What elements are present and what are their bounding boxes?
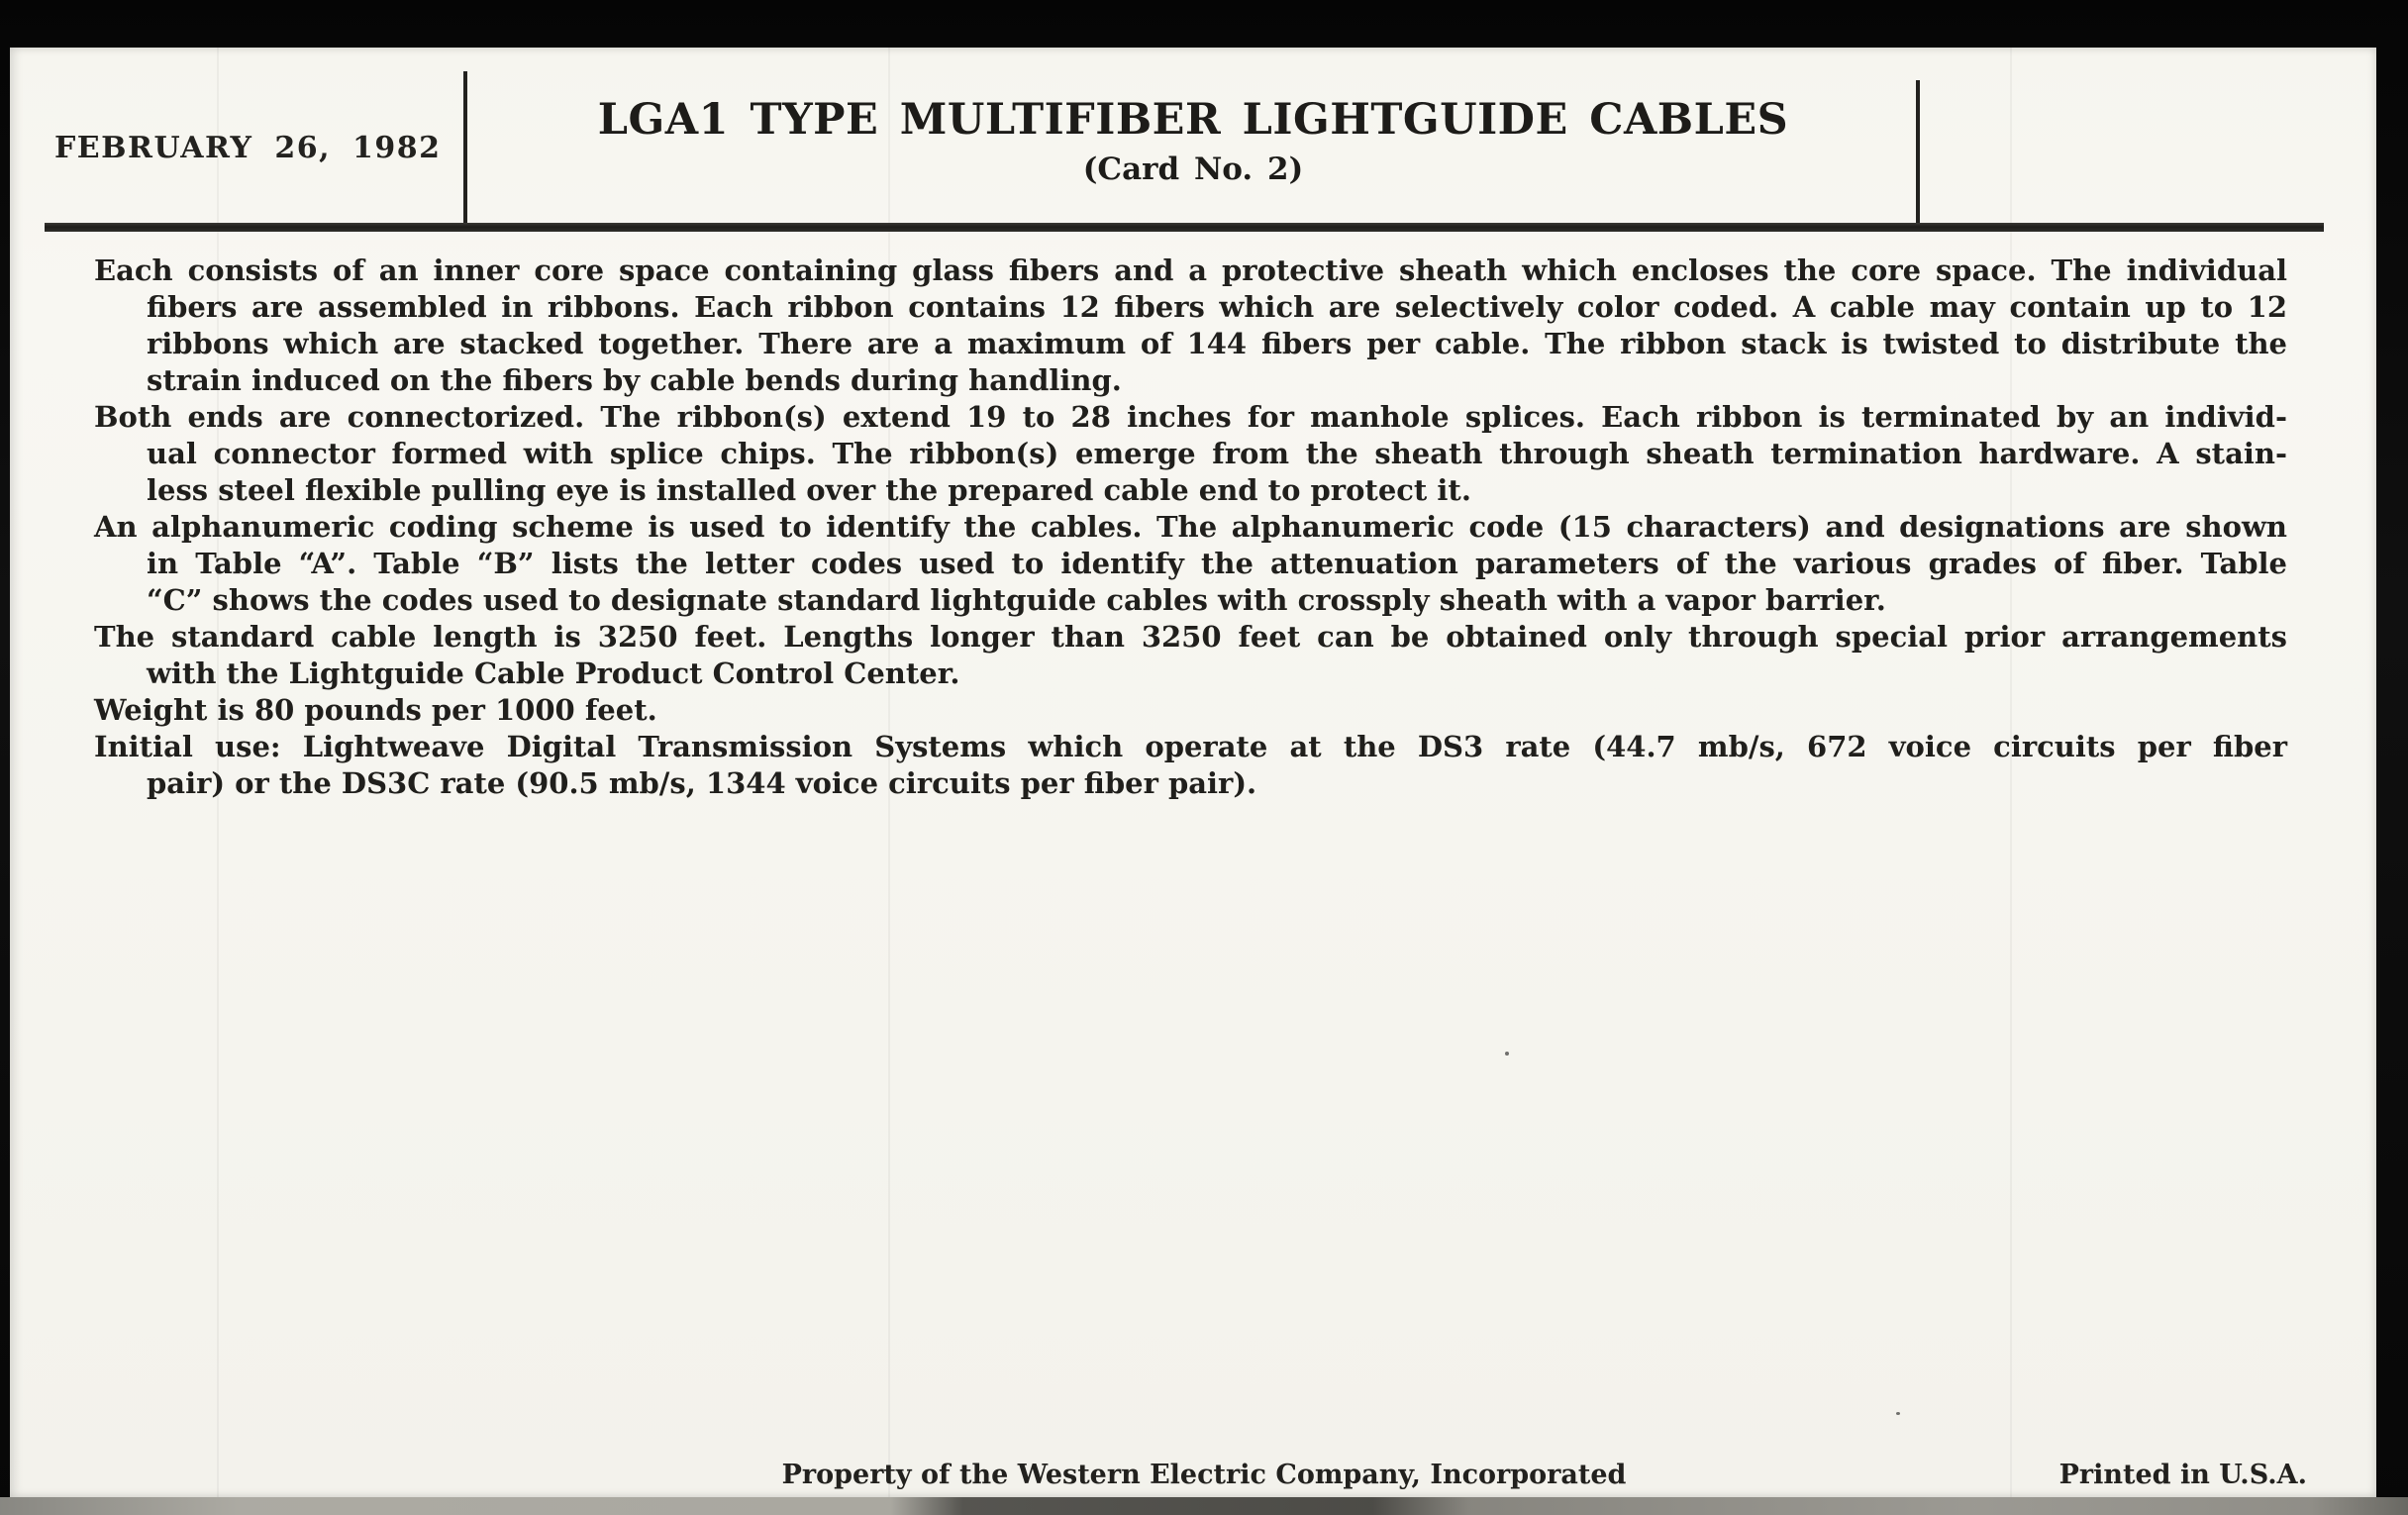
paragraph	[94, 619, 2287, 692]
paragraph-line: “C” shows the codes used to designate standard lightguide cables with crossply sheath with a vapor barrier.	[147, 583, 1886, 617]
paragraph-line: strain induced on the fibers by cable bends during handling.	[147, 363, 1122, 397]
paragraph-line: Initial use: Lightweave Digital Transmission Systems which operate at the DS3 rate (44.7 mb/s, 672 voice circuits per fiber	[94, 730, 2287, 763]
paragraph-line: The standard cable length is 3250 feet. Lengths longer than 3250 feet can be obtained only through special prior arrangements	[94, 620, 2287, 654]
paragraph-line: in Table “A”. Table “B” lists the letter codes used to identify the attenuation parameters of the various grades of fiber. Table	[147, 547, 2287, 580]
paragraph-line: Weight is 80 pounds per 1000 feet.	[94, 693, 657, 727]
paragraph-line: with the Lightguide Cable Product Control Center.	[147, 656, 960, 690]
card-body	[94, 252, 2287, 802]
scan-speck	[1896, 1412, 1900, 1415]
printed-in-usa: Printed in U.S.A.	[2058, 1460, 2307, 1490]
paragraph-line: less steel flexible pulling eye is installed over the prepared cable end to protect it.	[147, 473, 1471, 507]
paragraph-line: An alphanumeric coding scheme is used to identify the cables. The alphanumeric code (15 characters) and designations are shown	[94, 510, 2287, 544]
property-notice: Property of the Western Electric Company, Incorporated	[781, 1460, 1627, 1490]
paragraph	[94, 729, 2287, 802]
card-title: LGA1 TYPE MULTIFIBER LIGHTGUIDE CABLES	[597, 95, 1789, 145]
card-subtitle: (Card No. 2)	[1082, 152, 1304, 187]
paragraph	[94, 399, 2287, 509]
title-block	[467, 95, 1919, 187]
paragraph	[94, 252, 2287, 399]
paragraph-line: ual connector formed with splice chips. The ribbon(s) emerge from the sheath through sheath termination hardware. A stain-	[147, 437, 2287, 470]
card-date: FEBRUARY 26, 1982	[54, 131, 442, 165]
header-rule	[45, 223, 2324, 232]
scan-speck	[1505, 1052, 1509, 1056]
paragraph-line: ribbons which are stacked together. There are a maximum of 144 fibers per cable. The ribbon stack is twisted to distribute the	[147, 327, 2287, 360]
paragraph-line: Each consists of an inner core space containing glass fibers and a protective sheath which encloses the core space. The individual	[94, 253, 2287, 287]
scan-bottom-edge	[0, 1497, 2408, 1515]
paragraph-line: fibers are assembled in ribbons. Each ribbon contains 12 fibers which are selectively color coded. A cable may contain up to 12	[147, 290, 2287, 324]
paragraph-line: Both ends are connectorized. The ribbon(s) extend 19 to 28 inches for manhole splices. Each ribbon is terminated by an individ-	[94, 400, 2287, 434]
header-divider-right	[1916, 80, 1920, 226]
paragraph-line: pair) or the DS3C rate (90.5 mb/s, 1344 voice circuits per fiber pair).	[147, 766, 1257, 800]
paragraph	[94, 692, 2287, 729]
paragraph	[94, 509, 2287, 619]
card-page	[10, 48, 2376, 1497]
